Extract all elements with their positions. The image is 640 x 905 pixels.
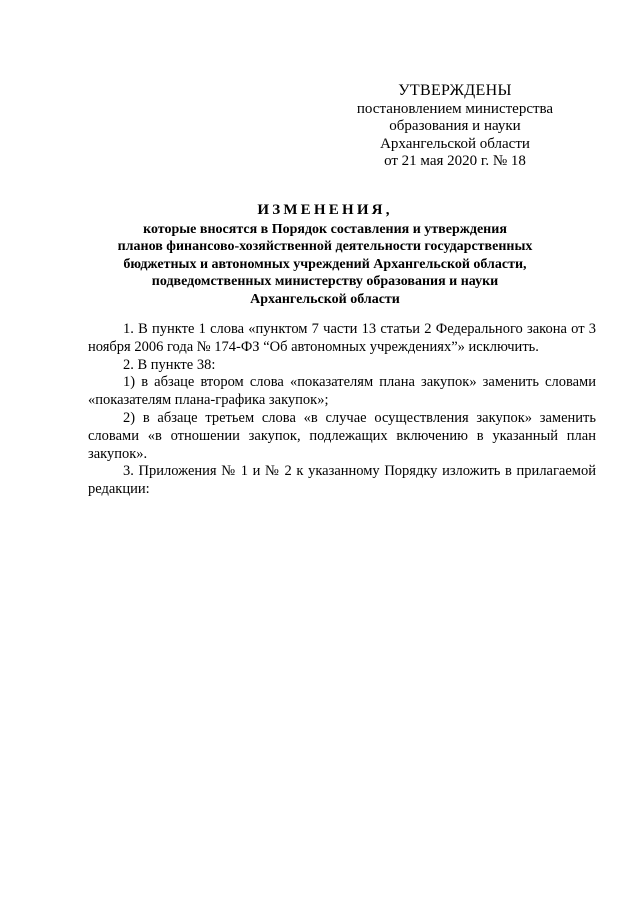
- heading-line: Архангельской области: [250, 291, 400, 307]
- approval-line: образования и науки: [389, 118, 521, 134]
- heading-line: бюджетных и автономных учреждений Архангельской области,: [123, 256, 527, 272]
- paragraph-2-sub-2: 2) в абзаце третьем слова «в случае осуществления закупок» заменить словами «в отношении закупок, подлежащих включению в указанный план закупок».: [88, 409, 596, 462]
- document-heading: [80, 202, 570, 308]
- approval-line: Архангельской области: [380, 135, 530, 152]
- paragraph-3: 3. Приложения № 1 и № 2 к указанному Порядку изложить в прилагаемой редакции:: [88, 463, 596, 498]
- document-body: [88, 321, 596, 499]
- approval-stamp: [340, 82, 570, 171]
- approval-title: УТВЕРЖДЕНЫ: [398, 82, 512, 99]
- paragraph-2: 2. В пункте 38:: [123, 356, 216, 373]
- approval-line: постановлением министерства: [356, 100, 554, 117]
- heading-line: подведомственных министерству образования и науки: [151, 274, 499, 289]
- approval-date-line: от 21 мая 2020 г. № 18: [384, 153, 526, 169]
- heading-line: планов финансово-хозяйственной деятельности государственных: [117, 239, 533, 254]
- paragraph-1: 1. В пункте 1 слова «пунктом 7 части 13 статьи 2 Федерального закона от 3 ноября 2006 года № 174-ФЗ “Об автономных учреждениях”» исключить.: [88, 321, 596, 355]
- document-title: ИЗМЕНЕНИЯ,: [257, 202, 393, 218]
- paragraph-2-sub-1: 1) в абзаце втором слова «показателям плана закупок» заменить словами «показателям плана-графика закупок»;: [88, 374, 596, 409]
- heading-line: которые вносятся в Порядок составления и утверждения: [143, 221, 507, 237]
